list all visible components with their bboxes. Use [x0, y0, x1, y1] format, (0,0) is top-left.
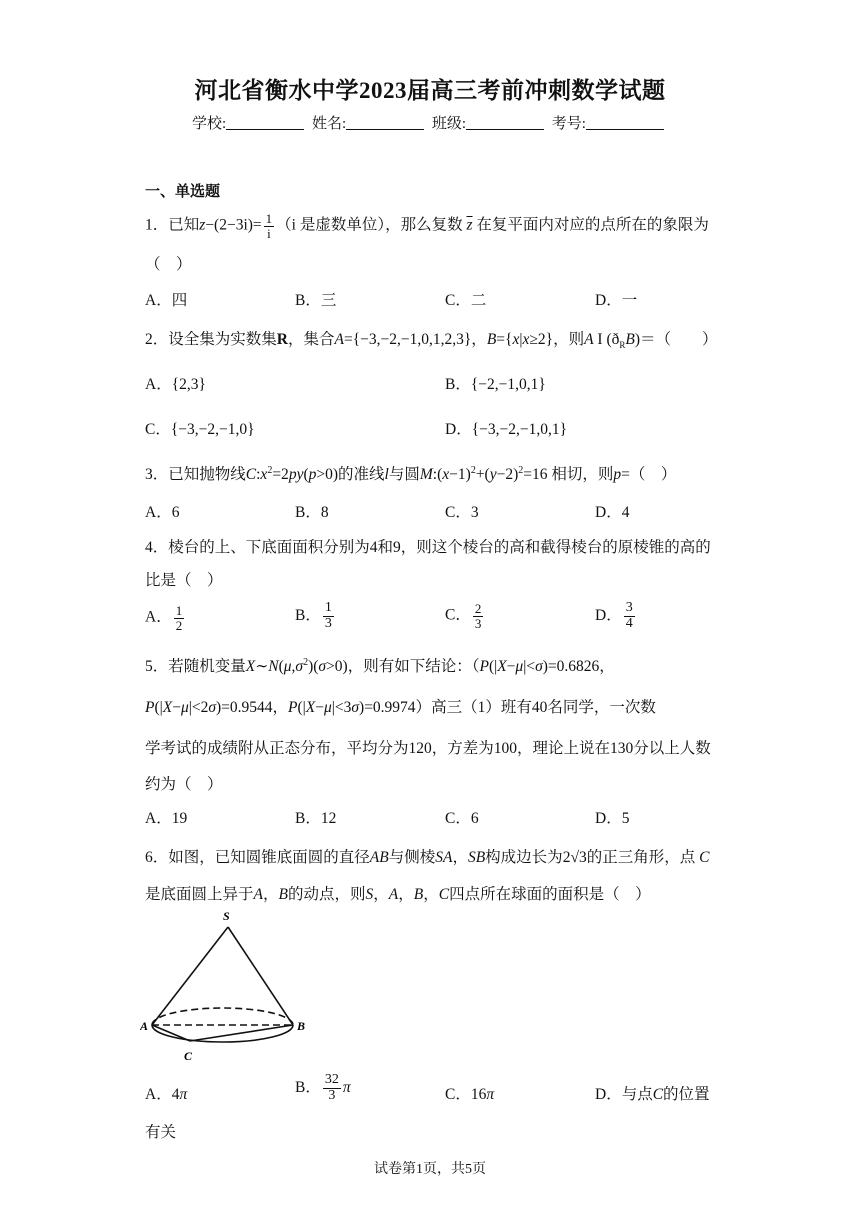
question-5-line-2: P(|X−μ|<2σ)=0.9544，P(|X−μ|<3σ)=0.9974）高三（1）班有40名同学，一次数: [145, 699, 656, 716]
name-blank: [346, 115, 424, 130]
q5-option-b: B．12: [295, 810, 337, 827]
q3-option-b: B．8: [295, 504, 329, 521]
q1-option-d: D．一: [595, 292, 638, 309]
exam-no-label: 考号:: [551, 116, 586, 132]
question-6-line-1: 6．如图，已知圆锥底面圆的直径AB与侧棱SA，SB构成边长为2√3的正三角形，点 C: [145, 849, 710, 866]
q4-option-d: D． $\frac{3}{4}$: [595, 600, 633, 631]
label-c: C: [184, 1049, 193, 1063]
exam-no-blank: [586, 115, 664, 130]
school-blank: [226, 115, 304, 130]
cone-figure: [140, 905, 320, 1065]
label-b: B: [297, 1019, 306, 1033]
q4-option-b: B． $\frac{1}{3}$: [295, 600, 332, 631]
label-a: A: [140, 1019, 149, 1033]
q5-option-a: A．19: [145, 810, 188, 827]
question-5-line-3: 学考试的成绩附从正态分布，平均分为120，方差为100，理论上说在130分以上人数: [145, 740, 711, 757]
edge-sa: [152, 927, 228, 1025]
class-label: 班级:: [431, 116, 467, 132]
question-4-line-1: 4．棱台的上、下底面面积分别为4和9，则这个棱台的高和截得棱台的原棱锥的高的: [145, 539, 711, 556]
question-1-paren: （ ）: [145, 256, 192, 273]
q1-option-c: C．二: [445, 292, 487, 309]
q3-option-c: C．3: [445, 504, 479, 521]
q2-option-b: B．{−2,−1,0,1}: [445, 376, 546, 393]
segment-ac: [152, 1025, 190, 1041]
q4-option-a: A． $\frac{1}{2}$: [145, 603, 183, 633]
q6-option-d: D．与点C的位置: [595, 1086, 710, 1103]
question-6-line-2: 是底面圆上异于A，B的动点，则S，A，B，C四点所在球面的面积是（ ）: [145, 886, 651, 903]
q2-option-d: D．{−3,−2,−1,0,1}: [445, 421, 568, 438]
q1-option-a: A．四: [145, 292, 188, 309]
section-heading: 一、单选题: [145, 184, 221, 200]
q3-option-d: D．4: [595, 504, 630, 521]
q6-option-a: A．4π: [145, 1086, 188, 1103]
school-label: 学校:: [192, 116, 227, 132]
q6-option-c: C．16π: [445, 1086, 495, 1103]
q5-option-c: C．6: [445, 810, 479, 827]
q5-option-d: D．5: [595, 810, 630, 827]
question-4-line-2: 比是（ ）: [145, 572, 223, 589]
student-info-line: [0, 112, 860, 133]
name-label: 姓名:: [311, 116, 347, 132]
segment-cb: [190, 1025, 293, 1041]
q6-option-d-continued: 有关: [145, 1124, 177, 1141]
page-footer: 试卷第1页，共5页: [374, 1162, 486, 1177]
question-1: 1．已知z−(2−3i)= $\frac{1}{i}$ （i 是虚数单位），那么复数 $\overline{z}$ 在复平面内对应的点所在的象限为: [145, 211, 709, 241]
class-blank: [466, 115, 544, 130]
base-back-arc: [152, 1008, 293, 1025]
question-5-line-1: 5．若随机变量$X\sim N(\mu,\sigma^2)(\sigma>0)$，则有如下结论：（P(|X−μ|<σ)=0.6826，: [145, 656, 615, 675]
q2-option-a: A．{2,3}: [145, 376, 206, 393]
q6-option-b: B． $\frac{32}{3}$ π: [295, 1072, 351, 1103]
question-5-line-4: 约为（ ）: [145, 776, 223, 793]
q2-option-c: C．{−3,−2,−1,0}: [145, 421, 255, 438]
question-2: 2．设全集为实数集R，集合A={−3,−2,−1,0,1,2,3}，B={x|x≥2}，则A I $(ð_RB)=$（ ）: [145, 331, 718, 351]
q1-option-b: B．三: [295, 292, 337, 309]
question-3: 3．已知抛物线$C:x^2=2py(p>0)$的准线l与圆$M:(x-1)^2+(y-2)^2=16$ 相切，则p=（ ）: [145, 464, 677, 483]
q3-option-a: A．6: [145, 504, 180, 521]
label-s: S: [223, 909, 230, 923]
page-title: 河北省衡水中学2023届高三考前冲刺数学试题: [194, 78, 666, 103]
q4-option-c: C． $\frac{2}{3}$: [445, 601, 482, 631]
